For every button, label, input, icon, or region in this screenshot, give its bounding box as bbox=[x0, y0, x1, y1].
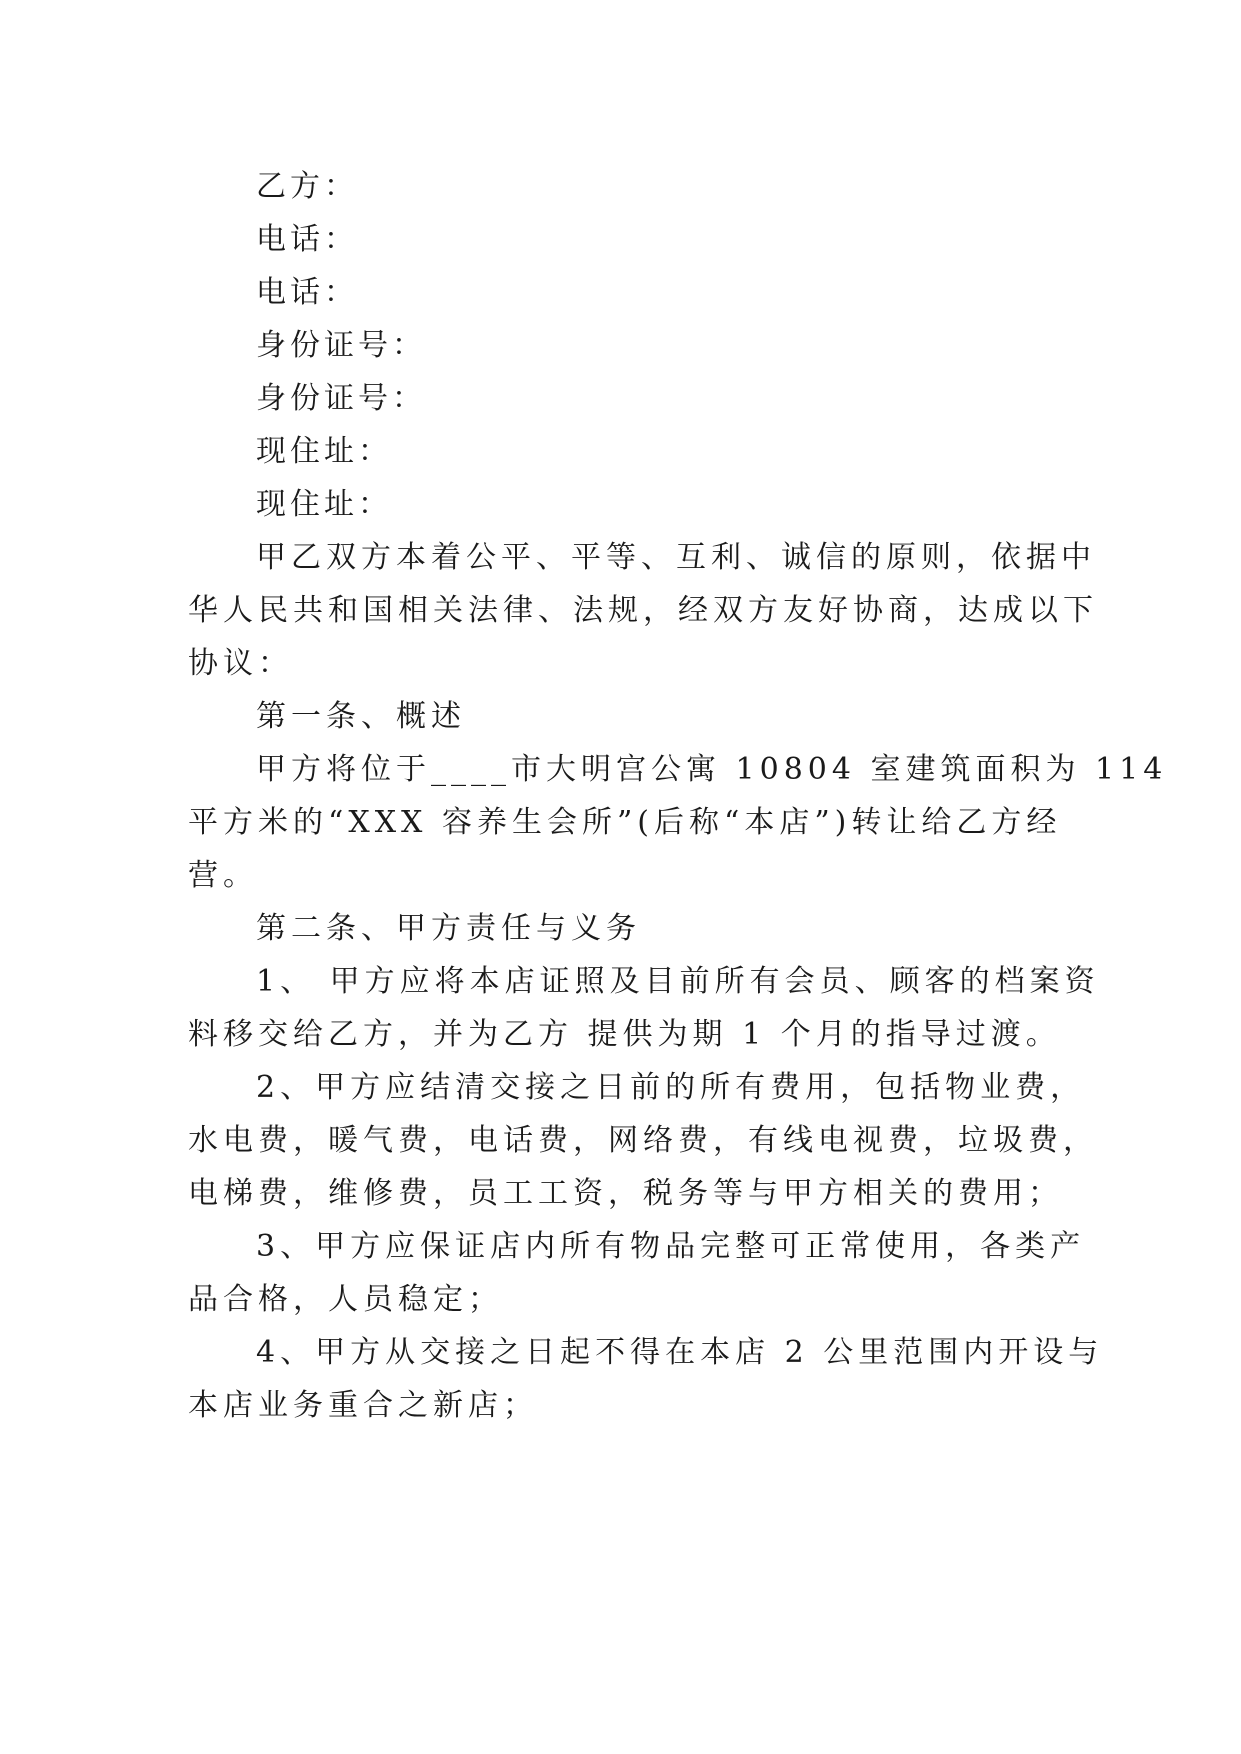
preamble-line: 甲乙双方本着公平、平等、互利、诚信的原则，依据中 bbox=[256, 540, 1096, 575]
article-1-line: 营。 bbox=[188, 858, 258, 893]
article-2-item-3: 品合格，人员稳定； bbox=[188, 1282, 503, 1317]
address-label: 现住址： bbox=[256, 434, 392, 469]
article-2-item-2: 2、甲方应结清交接之日前的所有费用，包括物业费， bbox=[256, 1070, 1086, 1105]
article-2-item-2: 电梯费，维修费，员工工资，税务等与甲方相关的费用； bbox=[188, 1176, 1063, 1211]
phone-label: 电话： bbox=[256, 275, 358, 310]
address-label: 现住址： bbox=[256, 487, 392, 522]
phone-label: 电话： bbox=[256, 222, 358, 257]
article-2-title: 第二条、甲方责任与义务 bbox=[256, 911, 641, 946]
article-2-item-2: 水电费，暖气费，电话费，网络费，有线电视费，垃圾费， bbox=[188, 1123, 1098, 1158]
party-b-label: 乙方： bbox=[256, 169, 358, 204]
preamble-line: 协议： bbox=[188, 646, 293, 681]
id-number-label: 身份证号： bbox=[256, 328, 426, 363]
id-number-label: 身份证号： bbox=[256, 381, 426, 416]
article-2-item-4: 本店业务重合之新店； bbox=[188, 1388, 538, 1423]
article-1-title: 第一条、概述 bbox=[256, 699, 466, 734]
article-2-item-1: 料移交给乙方，并为乙方 提供为期 1 个月的指导过渡。 bbox=[188, 1017, 1061, 1052]
preamble-line: 华人民共和国相关法律、法规，经双方友好协商，达成以下 bbox=[188, 593, 1098, 628]
article-2-item-3: 3、甲方应保证店内所有物品完整可正常使用，各类产 bbox=[256, 1229, 1086, 1264]
article-1-line: 甲方将位于____市大明宫公寓 10804 室建筑面积为 114 bbox=[256, 752, 1168, 787]
article-2-item-1: 1、 甲方应将本店证照及目前所有会员、顾客的档案资 bbox=[256, 964, 1100, 999]
article-2-item-4: 4、甲方从交接之日起不得在本店 2 公里范围内开设与 bbox=[256, 1335, 1104, 1370]
article-1-line: 平方米的“XXX 容养生会所”(后称“本店”)转让给乙方经 bbox=[188, 805, 1062, 840]
